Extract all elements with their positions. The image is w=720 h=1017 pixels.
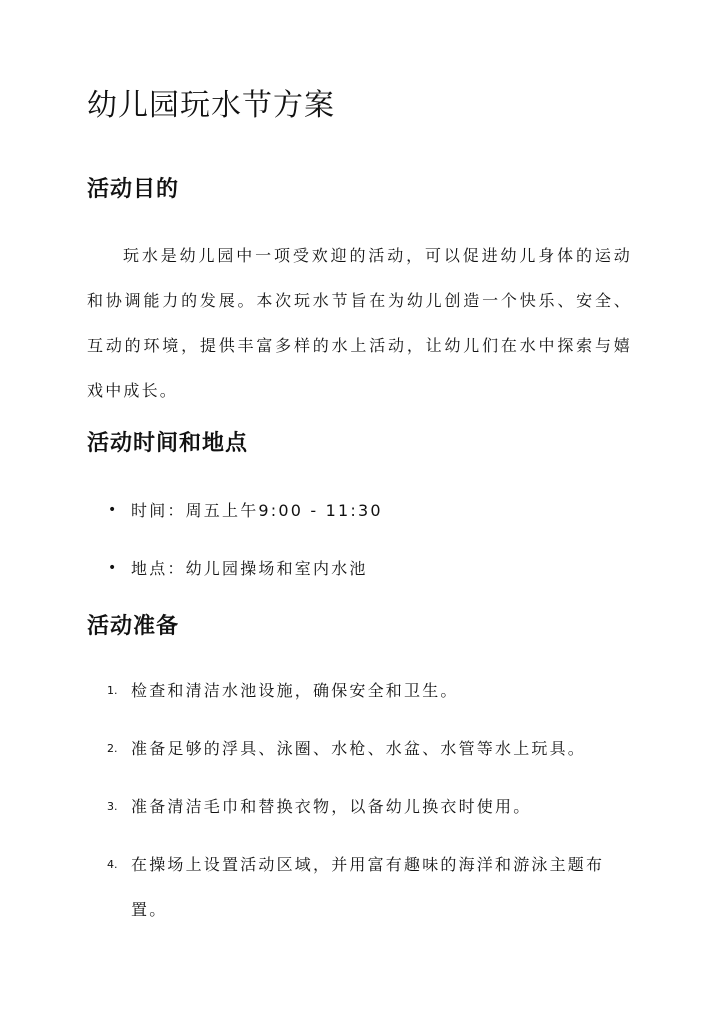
list-item-text: 地点：幼儿园操场和室内水池 — [131, 559, 368, 578]
list-number: 1. — [107, 684, 118, 697]
list-item-text: 时间：周五上午9:00 - 11:30 — [131, 501, 383, 520]
purpose-paragraph: 玩水是幼儿园中一项受欢迎的活动，可以促进幼儿身体的运动和协调能力的发展。本次玩水节旨在为幼儿创造一个快乐、安全、互动的环境，提供丰富多样的水上活动，让幼儿们在水中探索与嬉戏中成长。 — [87, 246, 632, 400]
list-number: 3. — [107, 800, 118, 813]
preparation-list — [87, 668, 632, 945]
list-item-text: 准备清洁毛巾和替换衣物，以备幼儿换衣时使用。 — [131, 797, 532, 816]
list-item-4 — [87, 842, 632, 932]
list-item-text: 准备足够的浮具、泳圈、水枪、水盆、水管等水上玩具。 — [131, 739, 587, 758]
list-number: 2. — [107, 742, 118, 755]
list-item-place — [87, 546, 632, 591]
time-place-list — [87, 488, 632, 604]
bullet-icon: • — [108, 560, 119, 576]
list-item-1 — [87, 668, 632, 713]
document-title: 幼儿园玩水节方案 — [87, 88, 335, 123]
list-item-time — [87, 488, 632, 533]
list-item-text: 检查和清洁水池设施，确保安全和卫生。 — [131, 681, 459, 700]
list-item-3 — [87, 784, 632, 829]
section-heading-time-place: 活动时间和地点 — [87, 430, 249, 456]
section-heading-purpose: 活动目的 — [87, 176, 180, 202]
list-number: 4. — [107, 858, 118, 871]
bullet-icon: • — [108, 502, 119, 518]
section-heading-preparation: 活动准备 — [87, 613, 180, 639]
list-item-text: 在操场上设置活动区域，并用富有趣味的海洋和游泳主题布置。 — [131, 855, 605, 919]
list-item-2 — [87, 726, 632, 771]
